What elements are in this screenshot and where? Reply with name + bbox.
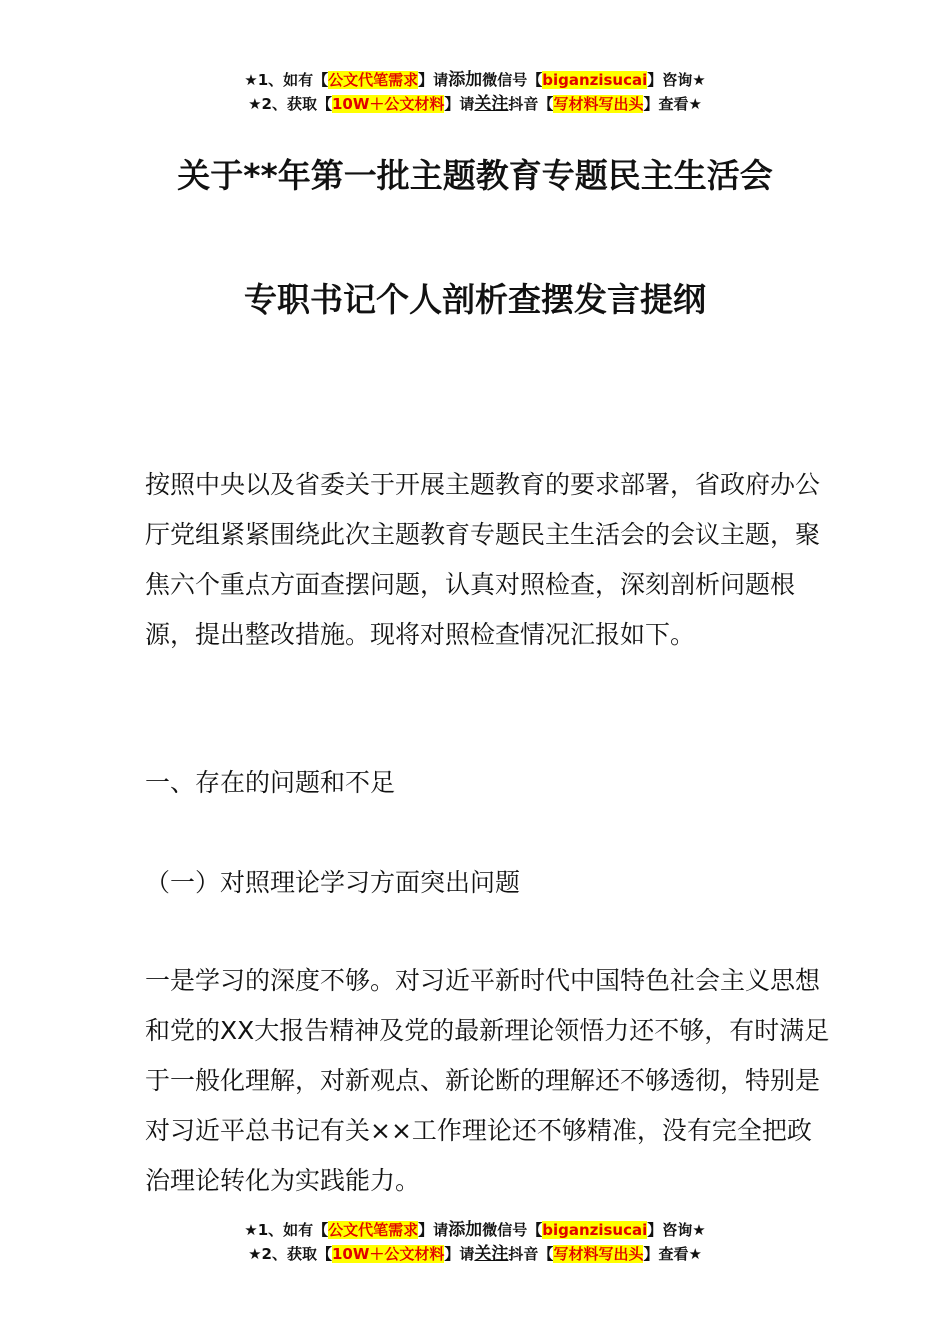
banner-text: 抖音【: [508, 95, 554, 113]
banner-text: ★2、获取【: [248, 1245, 332, 1263]
document-title-line-1: 关于**年第一批主题教育专题民主生活会: [177, 156, 773, 195]
banner-emphasis: 添加: [448, 70, 483, 90]
banner-emphasis: 添加: [448, 1220, 483, 1240]
banner-text: 微信号【: [482, 1221, 543, 1239]
banner-highlight: 公文代笔需求: [328, 1221, 419, 1239]
point-paragraph: 一是学习的深度不够。对习近平新时代中国特色社会主义思想和党的XX大报告精神及党的最新理论领悟力还不够，有时满足于一般化理解，对新观点、新论断的理解还不够透彻，特别是对习近平总书记有关××工作理论还不够精准，没有完全把政治理论转化为实践能力。: [145, 966, 830, 1195]
document-title-line-2: 专职书记个人剖析查摆发言提纲: [244, 280, 706, 319]
banner-highlight: 10W＋公文材料: [331, 1245, 445, 1263]
banner-text: 】请: [444, 95, 475, 113]
footer-banner: [0, 1218, 950, 1266]
banner-text: 抖音【: [508, 1245, 554, 1263]
banner-text: 】查看★: [643, 1245, 702, 1263]
intro-paragraph: 按照中央以及省委关于开展主题教育的要求部署，省政府办公厅党组紧紧围绕此次主题教育专题民主生活会的会议主题，聚焦六个重点方面查摆问题，认真对照检查，深刻剖析问题根源，提出整改措施。现将对照检查情况汇报如下。: [145, 470, 821, 649]
banner-text: ★1、如有【: [244, 71, 329, 89]
banner-text: 】咨询★: [647, 1221, 706, 1239]
section-heading: 一、存在的问题和不足: [145, 768, 396, 797]
banner-line-1: [0, 1218, 950, 1242]
subsection-heading: （一）对照理论学习方面突出问题: [145, 868, 521, 897]
banner-highlight: 写材料写出头: [553, 1245, 644, 1263]
banner-text: 】请: [418, 1221, 449, 1239]
header-banner: [0, 68, 950, 116]
banner-highlight: 写材料写出头: [553, 95, 644, 113]
banner-line-2: [0, 92, 950, 116]
banner-text: 】请: [418, 71, 449, 89]
banner-text: ★2、获取【: [248, 95, 332, 113]
banner-highlight: biganzisucai: [542, 1221, 648, 1239]
banner-text: 微信号【: [482, 71, 543, 89]
banner-emphasis: 关注: [474, 94, 509, 114]
banner-highlight: 10W＋公文材料: [331, 95, 445, 113]
banner-text: 】请: [444, 1245, 475, 1263]
banner-highlight: biganzisucai: [542, 71, 648, 89]
banner-line-2: [0, 1242, 950, 1266]
banner-highlight: 公文代笔需求: [328, 71, 419, 89]
banner-line-1: [0, 68, 950, 92]
banner-text: 】咨询★: [647, 71, 706, 89]
banner-text: 】查看★: [643, 95, 702, 113]
banner-text: ★1、如有【: [244, 1221, 329, 1239]
banner-emphasis: 关注: [474, 1244, 509, 1264]
